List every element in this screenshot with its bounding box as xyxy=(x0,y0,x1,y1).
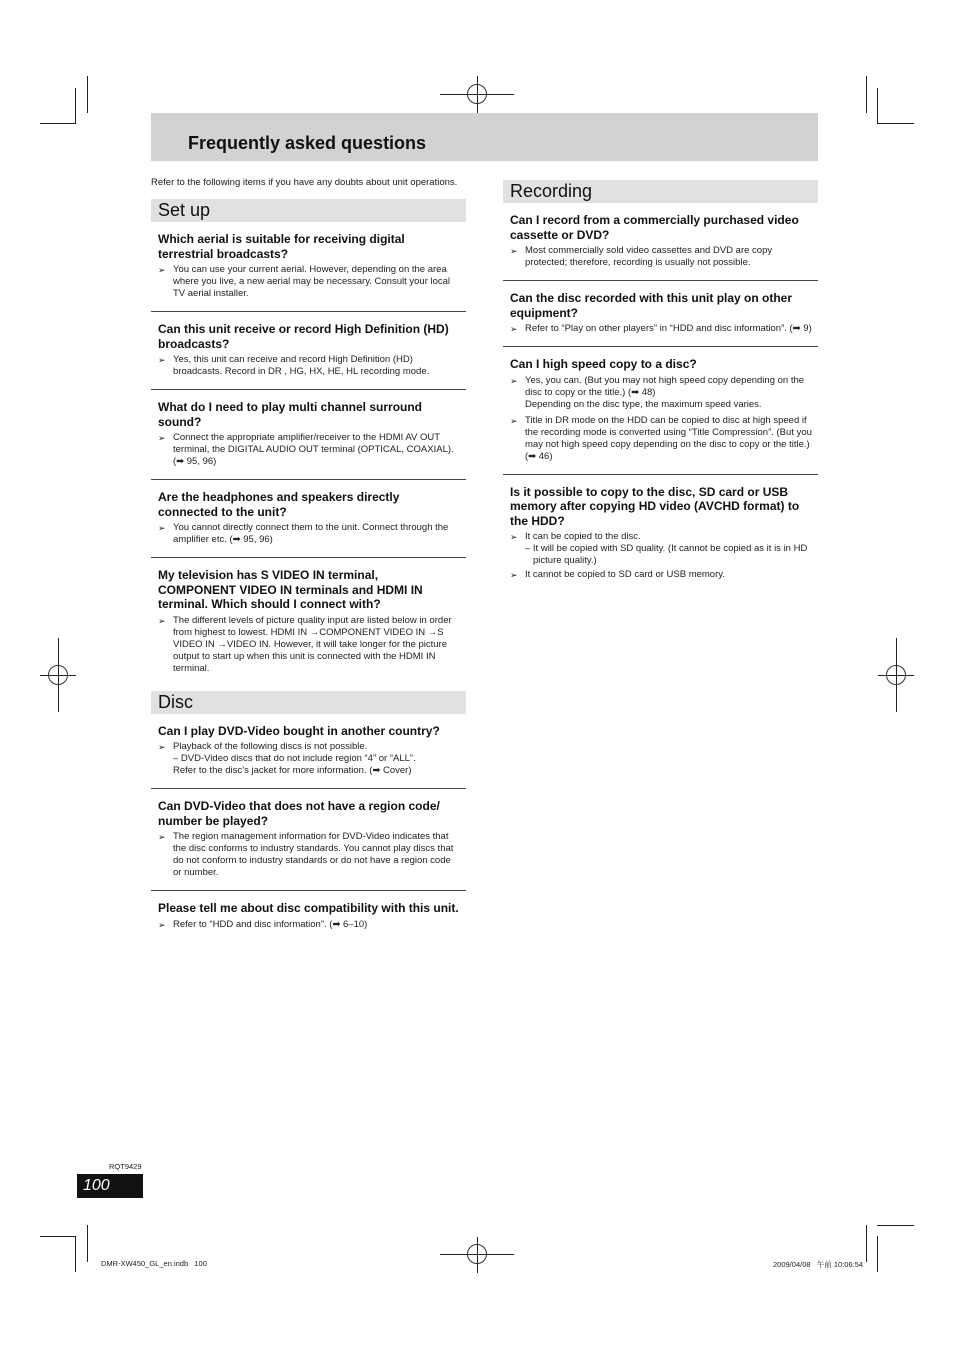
bullet-arrow-icon: ➢ xyxy=(510,375,518,386)
faq-item xyxy=(151,490,466,558)
section-heading-setup: Set up xyxy=(151,199,466,222)
faq-item xyxy=(503,485,818,593)
faq-question: Can this unit receive or record High Definition (HD) broadcasts? xyxy=(158,322,449,351)
faq-item xyxy=(151,724,466,790)
faq-question: Which aerial is suitable for receiving digital terrestrial broadcasts? xyxy=(158,232,405,261)
faq-answer: ➢ Connect the appropriate amplifier/receiver to the HDMI AV OUT terminal, the DIGITAL AUDIO OUT terminal (OPTICAL, COAXIAL). (➡ 95, 96) xyxy=(158,432,454,467)
crop-mark xyxy=(40,1236,76,1237)
faq-item xyxy=(151,322,466,390)
bullet-arrow-icon: ➢ xyxy=(510,415,518,426)
faq-question: Can DVD-Video that does not have a region code/ number be played? xyxy=(158,799,440,828)
faq-question: What do I need to play multi channel surround sound? xyxy=(158,400,423,429)
bullet-arrow-icon: ➢ xyxy=(510,324,518,334)
bullet-arrow-icon: ➢ xyxy=(510,570,518,580)
faq-question: My television has S VIDEO IN terminal, COMPONENT VIDEO IN terminals and HDMI IN terminal. Which should I connect with? xyxy=(158,568,423,611)
registration-circle xyxy=(467,84,487,104)
crop-mark xyxy=(87,76,88,113)
section-heading-disc: Disc xyxy=(151,691,466,714)
crop-mark xyxy=(40,123,76,124)
bullet-arrow-icon: ➢ xyxy=(510,246,518,256)
faq-answer: ➢ It can be copied to the disc. – It will be copied with SD quality. (It cannot be copied as it is in HD picture quality.) xyxy=(510,531,808,566)
crop-mark xyxy=(75,88,76,124)
crop-mark xyxy=(877,1225,914,1226)
bullet-arrow-icon: ➢ xyxy=(158,919,166,930)
footer-timestamp: 2009/04/08 午前 10:06:54 xyxy=(773,1260,864,1269)
faq-item xyxy=(503,357,818,475)
faq-item xyxy=(151,901,466,942)
faq-answer: ➢ Title in DR mode on the HDD can be copied to disc at high speed if the recording mode is converted using “Title Compression”. (But you may not high speed copy depending on the disc to copy or the title.) (➡ 46) xyxy=(510,414,812,462)
right-column xyxy=(503,180,818,592)
page-number: 100 xyxy=(83,1177,110,1194)
faq-answer: ➢ You cannot directly connect them to the unit. Connect through the amplifier etc. (➡ 95, 96) xyxy=(158,522,449,545)
faq-answer: ➢ Yes, this unit can receive and record High Definition (HD) broadcasts. Record in DR , HG, HX, HE, HL recording mode. xyxy=(158,354,430,377)
faq-question: Can I play DVD-Video bought in another country? xyxy=(158,723,440,738)
faq-item xyxy=(151,232,466,312)
faq-answer: ➢ It cannot be copied to SD card or USB memory. xyxy=(510,569,725,580)
crop-mark xyxy=(877,1236,878,1272)
registration-circle xyxy=(886,665,906,685)
registration-circle xyxy=(467,1244,487,1264)
bullet-arrow-icon: ➢ xyxy=(158,265,166,275)
title-bar xyxy=(151,113,818,161)
faq-answer: ➢ Playback of the following discs is not possible. – DVD-Video discs that do not include region “4” or “ALL”. Refer to the disc’s jacket for more information. (➡ Cover) xyxy=(158,741,416,776)
page-number-box xyxy=(77,1174,143,1198)
bullet-arrow-icon: ➢ xyxy=(158,832,166,842)
left-column xyxy=(151,175,466,942)
faq-question: Please tell me about disc compatibility with this unit. xyxy=(158,901,459,915)
faq-question: Can the disc recorded with this unit play on other equipment? xyxy=(510,291,793,320)
faq-item xyxy=(151,400,466,480)
page-title: Frequently asked questions xyxy=(188,133,427,153)
section-heading-recording: Recording xyxy=(503,180,818,203)
faq-answer: ➢ You can use your current aerial. However, depending on the area where you live, a new aerial may be necessary. Consult your local TV aerial installer. xyxy=(158,264,451,299)
crop-mark xyxy=(877,88,878,124)
footer-filename: DMR-XW450_GL_en.indb 100 xyxy=(101,1259,207,1268)
faq-answer: ➢ The different levels of picture quality input are listed below in order from highest to lowest. HDMI IN →COMPONENT VIDEO IN →S VIDEO IN →VIDEO IN. However, it will take longer for the picture output to start up when this unit is connected with the HDMI IN terminal. xyxy=(158,614,452,674)
faq-item xyxy=(151,568,466,691)
faq-question: Are the headphones and speakers directly connected to the unit? xyxy=(158,490,400,519)
crop-mark xyxy=(75,1236,76,1272)
faq-item xyxy=(503,213,818,281)
crop-mark xyxy=(877,123,914,124)
bullet-arrow-icon: ➢ xyxy=(158,433,166,443)
crop-mark xyxy=(87,1225,88,1262)
faq-question: Can I high speed copy to a disc? xyxy=(510,357,697,371)
bullet-arrow-icon: ➢ xyxy=(158,742,166,752)
bullet-arrow-icon: ➢ xyxy=(510,532,518,542)
faq-answer: ➢ Most commercially sold video cassettes and DVD are copy protected; therefore, recording is usually not possible. xyxy=(510,245,773,268)
crop-mark xyxy=(866,1225,867,1262)
bullet-arrow-icon: ➢ xyxy=(158,615,166,626)
faq-question: Is it possible to copy to the disc, SD card or USB memory after copying HD video (AVCHD format) to the HDD? xyxy=(510,484,800,528)
bullet-arrow-icon: ➢ xyxy=(158,523,166,533)
faq-answer: ➢ Refer to “HDD and disc information”. (➡ 6–10) xyxy=(158,918,368,930)
faq-answer: ➢ Refer to “Play on other players” in “HDD and disc information”. (➡ 9) xyxy=(510,323,812,334)
faq-answer: ➢ The region management information for DVD-Video indicates that the disc conforms to industry standards. You cannot play discs that do not conform to industry standards or do not have a region code or number. xyxy=(158,831,454,878)
faq-answer: ➢ Yes, you can. (But you may not high speed copy depending on the disc to copy or the title.) (➡ 48) Depending on the disc type, the maximum speed varies. xyxy=(510,374,805,410)
faq-item xyxy=(503,291,818,347)
faq-item xyxy=(151,799,466,891)
doc-code: RQT9429 xyxy=(109,1162,142,1171)
intro-text: Refer to the following items if you have any doubts about unit operations. xyxy=(151,177,458,188)
crop-mark xyxy=(866,76,867,113)
bullet-arrow-icon: ➢ xyxy=(158,355,166,365)
registration-circle xyxy=(48,665,68,685)
faq-question: Can I record from a commercially purchased video cassette or DVD? xyxy=(510,213,799,242)
